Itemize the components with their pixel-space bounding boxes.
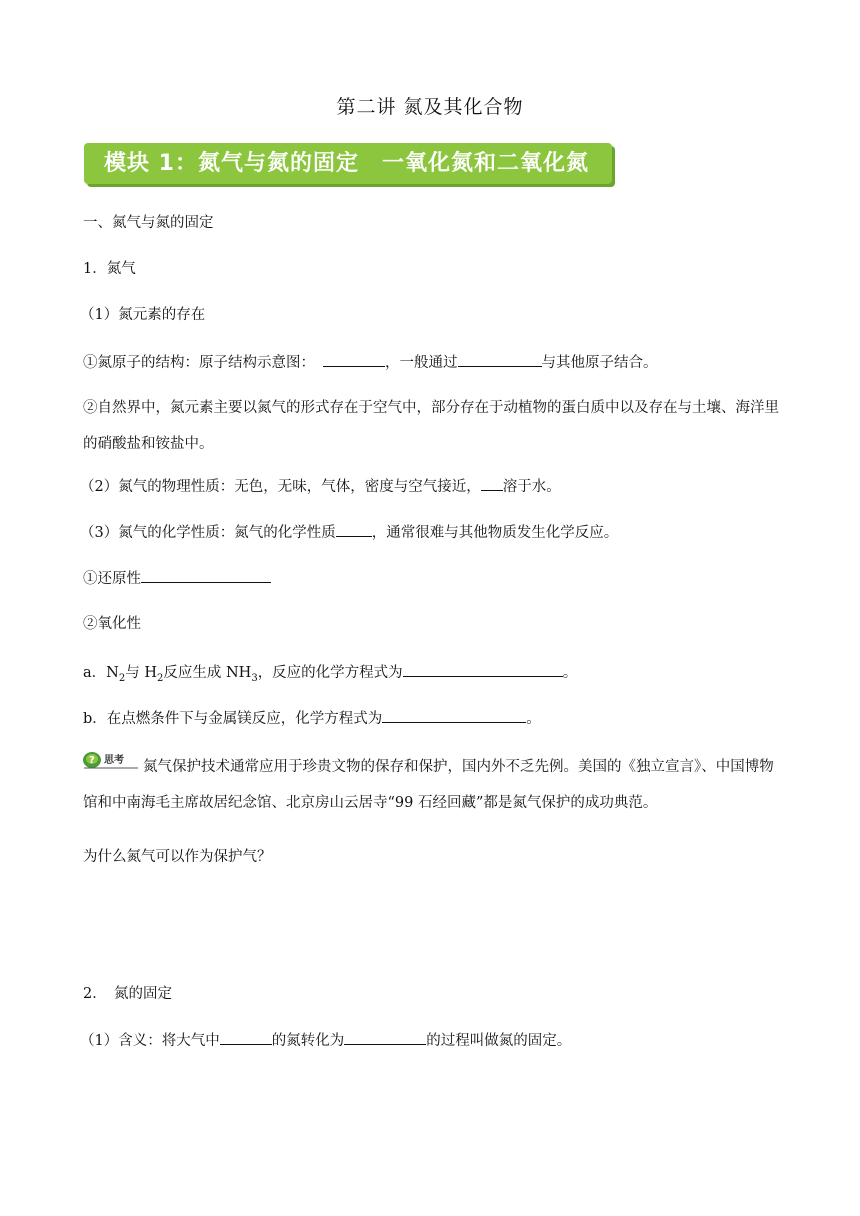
paragraph-oxidizing: ②氧化性 bbox=[83, 616, 141, 632]
page-title: 第二讲 氮及其化合物 bbox=[336, 96, 524, 118]
question-protective-gas: 为什么氮气可以作为保护气？ bbox=[83, 849, 272, 865]
blank-field[interactable] bbox=[382, 708, 526, 723]
paragraph-ammonia-reaction: a．$N_2$与 $H_2$反应生成 $NH_3$，反应的化学方程式为 。 bbox=[83, 662, 577, 683]
blank-field[interactable] bbox=[141, 568, 271, 583]
paragraph-atom-structure: ①氮原子的结构：原子结构示意图： ，一般通过 与其他原子结合。 bbox=[83, 352, 658, 373]
section-heading: 一、氮气与氮的固定 bbox=[83, 215, 214, 231]
svg-text:?: ? bbox=[89, 755, 95, 766]
blank-field[interactable] bbox=[323, 352, 385, 367]
paragraph-fixation-definition: （1）含义：将大气中 的氮转化为 的过程叫做氮的固定。 bbox=[80, 1030, 571, 1051]
blank-field[interactable] bbox=[344, 1030, 426, 1045]
paragraph-physical: （2）氮气的物理性质：无色，无味，气体，密度与空气接近， 溶于水。 bbox=[80, 476, 561, 497]
blank-field[interactable] bbox=[458, 352, 542, 367]
paragraph-nature: ②自然界中，氮元素主要以氮气的形式存在于空气中，部分存在于动植物的蛋白质中以及存在与土壤、海洋里的硝酸盐和铵盐中。 bbox=[83, 400, 779, 452]
paragraph-reducing: ①还原性 bbox=[83, 568, 271, 589]
paragraph-magnesium-reaction: b．在点燃条件下与金属镁反应，化学方程式为 。 bbox=[83, 708, 541, 729]
module-banner-text: 模块 1：氮气与氮的固定 一氧化氮和二氧化氮 bbox=[104, 151, 589, 176]
item-heading-fixation: 2． 氮的固定 bbox=[83, 986, 172, 1002]
paragraph-think: 氮气保护技术通常应用于珍贵文物的保存和保护，国内外不乏先例。美国的《独立宣言》、中国博物馆和中南海毛主席故居纪念馆、北京房山云居寺“99 石经回藏”都是氮气保护的成功典范。 bbox=[83, 759, 774, 811]
blank-field[interactable] bbox=[220, 1030, 272, 1045]
subheading-existence: （1）氮元素的存在 bbox=[80, 307, 206, 323]
blank-field[interactable] bbox=[403, 662, 563, 677]
blank-field[interactable] bbox=[481, 476, 503, 491]
svg-text:思考: 思考 bbox=[104, 755, 124, 766]
item-heading-nitrogen: 1．氮气 bbox=[83, 261, 136, 277]
blank-field[interactable] bbox=[336, 522, 372, 537]
paragraph-chemical: （3）氮气的化学性质：氮气的化学性质 ，通常很难与其他物质发生化学反应。 bbox=[80, 522, 618, 543]
